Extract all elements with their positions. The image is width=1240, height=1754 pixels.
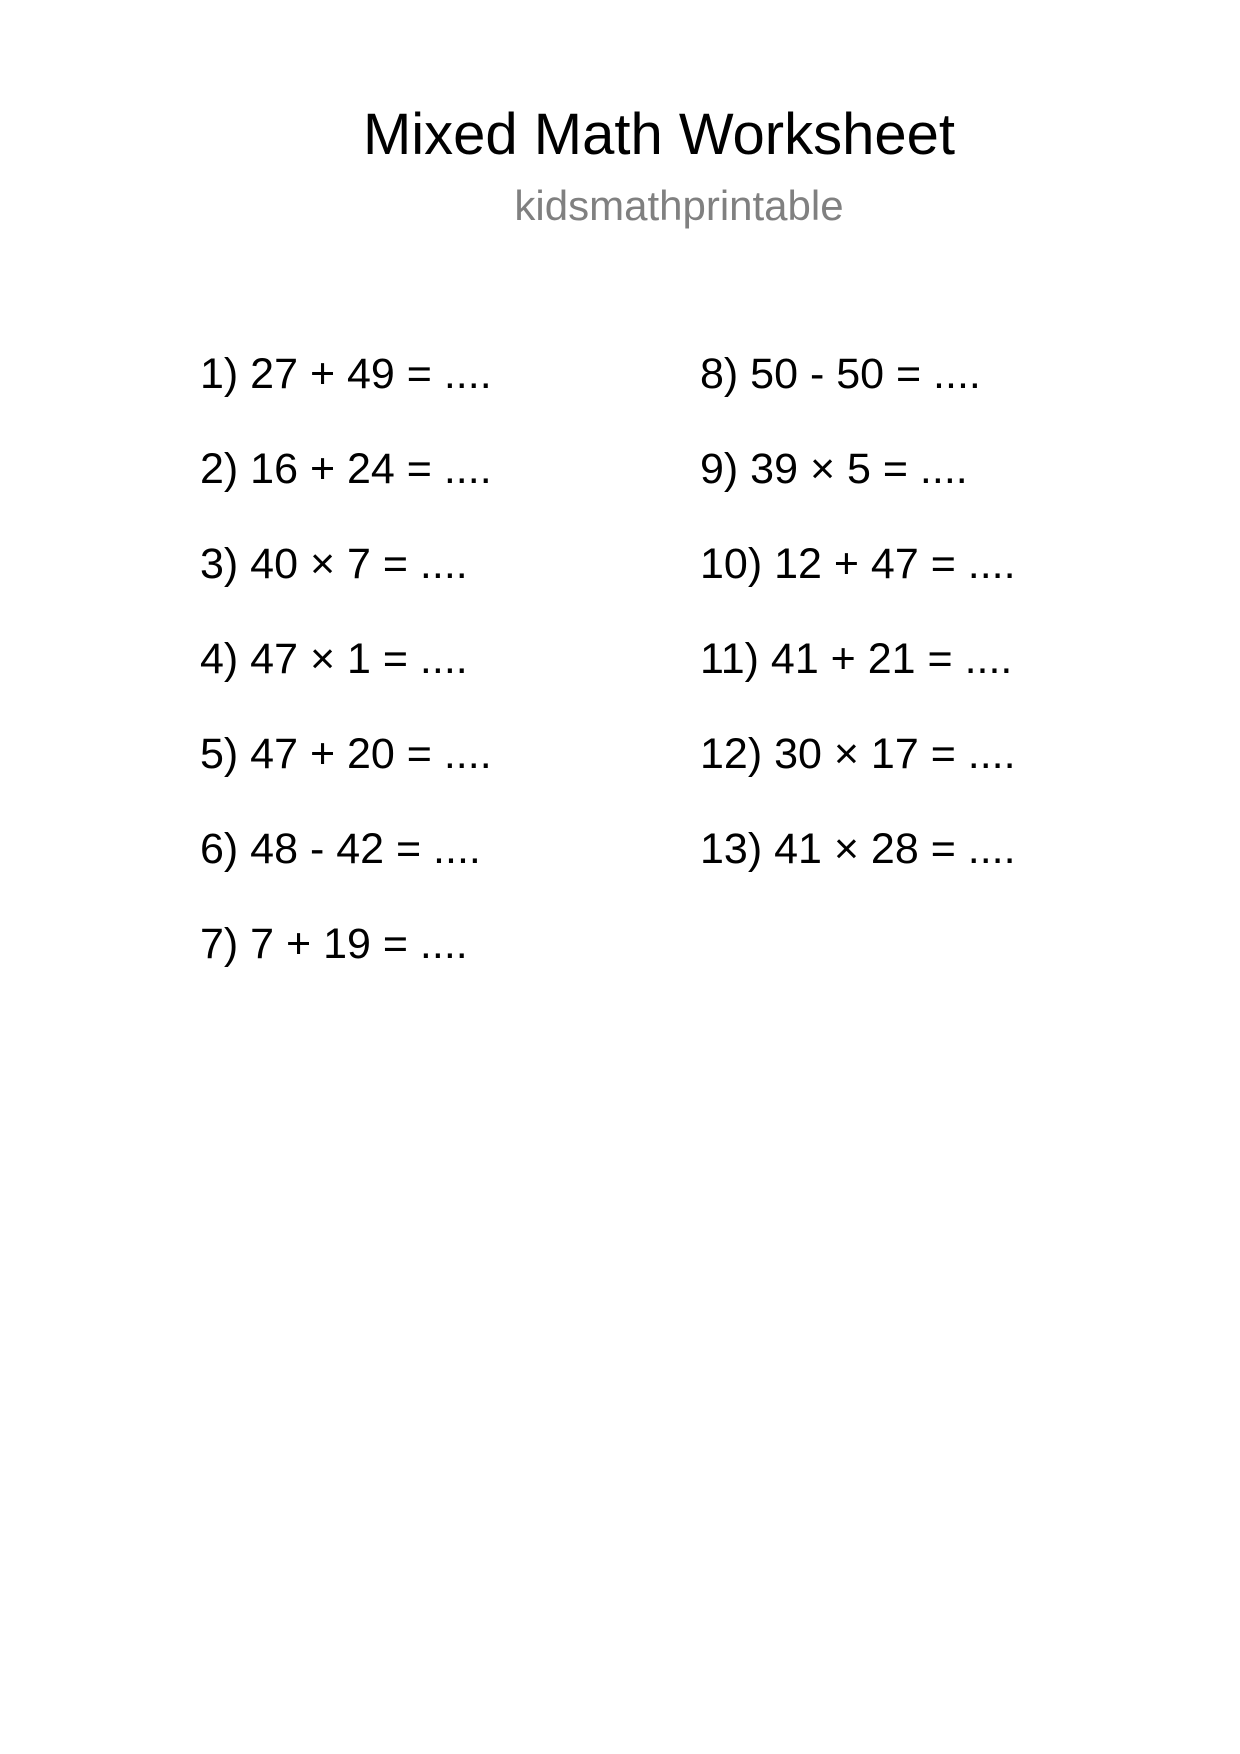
problem-7: 7) 7 + 19 = .... bbox=[200, 920, 468, 968]
problem-12: 12) 30 × 17 = .... bbox=[700, 730, 1016, 778]
problem-13: 13) 41 × 28 = .... bbox=[700, 825, 1016, 873]
problem-9: 9) 39 × 5 = .... bbox=[700, 445, 968, 493]
problems-column-left bbox=[200, 349, 492, 1014]
problem-6: 6) 48 - 42 = .... bbox=[200, 825, 481, 873]
problem-8: 8) 50 - 50 = .... bbox=[700, 350, 981, 398]
problem-4: 4) 47 × 1 = .... bbox=[200, 635, 468, 683]
problem-2: 2) 16 + 24 = .... bbox=[200, 445, 492, 493]
problem-3: 3) 40 × 7 = .... bbox=[200, 540, 468, 588]
problem-1: 1) 27 + 49 = .... bbox=[200, 350, 492, 398]
problems-column-right bbox=[700, 349, 1016, 919]
worksheet-title: Mixed Math Worksheet bbox=[362, 102, 956, 167]
problem-10: 10) 12 + 47 = .... bbox=[700, 540, 1016, 588]
worksheet-subtitle: kidsmathprintable bbox=[514, 182, 844, 229]
problem-11: 11) 41 + 21 = .... bbox=[700, 635, 1013, 683]
problem-5: 5) 47 + 20 = .... bbox=[200, 730, 492, 778]
